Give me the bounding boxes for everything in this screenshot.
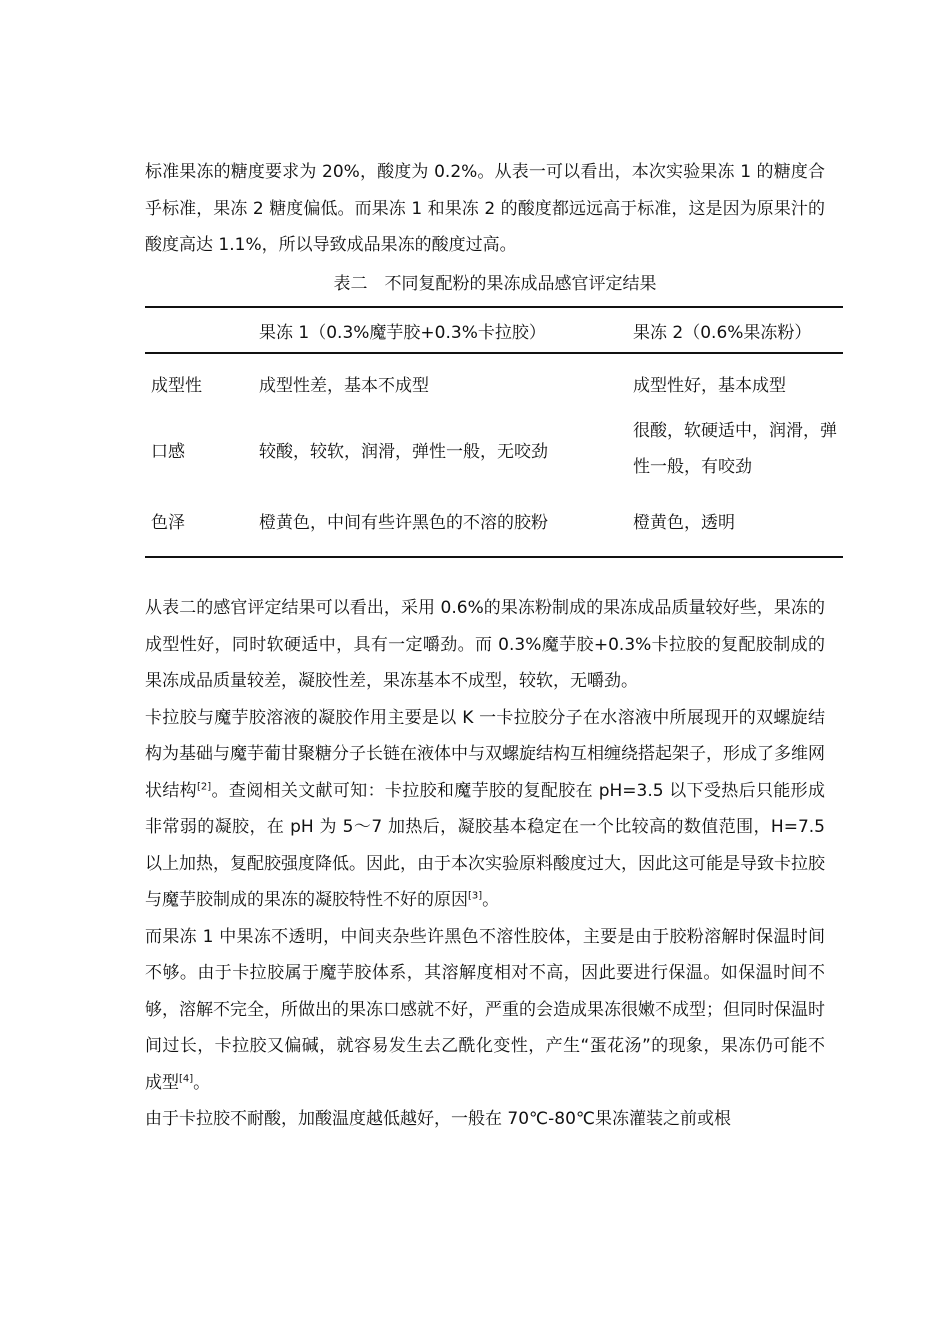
- table-row: [145, 413, 843, 485]
- opacity-text-2: 。: [193, 1072, 211, 1093]
- table-caption: 表二 不同复配粉的果冻成品感官评定结果: [333, 274, 657, 294]
- table-row: [145, 353, 843, 413]
- opacity-text-1: 而果冻 1 中果冻不透明，中间夹杂些许黑色不溶性胶体，主要是由于胶粉溶解时保温时间不够。由于卡拉胶属于魔芋胶体系，其溶解度相对不高，因此要进行保温。如保温时间不够，溶解不完全，所做出的果冻口感就不好，严重的会造成果冻很嫩不成型；但同时保温时间过长，卡拉胶又偏碱，就容易发生去乙酰化变性，产生“蛋花汤”的现象，果冻仍可能不成型: [145, 926, 825, 1093]
- table-header-row: [145, 307, 843, 353]
- row-label-forming: 成型性: [151, 376, 202, 396]
- row-label-taste: 口感: [151, 441, 185, 462]
- header-cell-jelly-2: 果冻 2（0.6%果冻粉）: [633, 322, 812, 343]
- cell-jelly-1-color: 橙黄色，中间有些许黑色的不溶的胶粉: [259, 513, 548, 533]
- gel-mechanism-text-2: 。查阅相关文献可知：卡拉胶和魔芋胶的复配胶在 pH=3.5 以下受热后只能形成非常弱的凝胶，在 pH 为 5～7 加热后，凝胶基本稳定在一个比较高的数值范围，H=7.5 以上加热，复配胶强度降低。因此，由于本次实验原料酸度过大，因此这可能是导致卡拉胶与魔芋胶制成的果冻的凝胶特性不好的原因: [145, 780, 825, 910]
- cell-jelly-2-taste: 很酸，软硬适中，润滑，弹性一般，有咬劲: [633, 421, 837, 477]
- header-cell-blank: [145, 307, 253, 353]
- citation-4: [4]: [179, 1072, 194, 1084]
- sensory-evaluation-table: [145, 306, 843, 558]
- citation-2: [2]: [197, 780, 212, 792]
- cell-jelly-2-forming: 成型性好，基本成型: [633, 376, 786, 396]
- gel-mechanism-text-3: 。: [482, 890, 500, 910]
- paragraph-sugar-acidity: 标准果冻的糖度要求为 20%，酸度为 0.2%。从表一可以看出，本次实验果冻 1 的糖度合乎标准，果冻 2 糖度偏低。而果冻 1 和果冻 2 的酸度都远远高于标准，这是因为原果汁的酸度高达 1.1%，所以导致成品果冻的酸度过高。: [145, 162, 825, 255]
- paragraph-acid-addition: 由于卡拉胶不耐酸，加酸温度越低越好，一般在 70℃-80℃果冻灌装之前或根: [145, 1109, 731, 1129]
- body-text-block: [145, 590, 825, 1138]
- cell-jelly-2-color: 橙黄色，透明: [633, 513, 735, 533]
- row-label-color: 色泽: [151, 513, 185, 533]
- table-row: [145, 485, 843, 557]
- citation-3: [3]: [468, 890, 483, 902]
- cell-jelly-1-forming: 成型性差，基本不成型: [259, 376, 429, 396]
- paragraph-table-analysis: 从表二的感官评定结果可以看出，采用 0.6%的果冻粉制成的果冻成品质量较好些，果冻的成型性好，同时软硬适中，具有一定嚼劲。而 0.3%魔芋胶+0.3%卡拉胶的复配胶制成的果冻成品质量较差，凝胶性差，果冻基本不成型，较软，无嚼劲。: [145, 598, 825, 691]
- cell-jelly-1-taste: 较酸，较软，润滑，弹性一般，无咬劲: [259, 441, 548, 462]
- gel-mechanism-text-1: 卡拉胶与魔芋胶溶液的凝胶作用主要是以 K 一卡拉胶分子在水溶液中所展现开的双螺旋结构为基础与魔芋葡甘聚糖分子长链在液体中与双螺旋结构互相缠绕搭起架子，形成了多维网状结构: [145, 707, 825, 801]
- header-cell-jelly-1: 果冻 1（0.3%魔芋胶+0.3%卡拉胶）: [259, 322, 546, 343]
- paragraph-gel-mechanism: [145, 700, 825, 919]
- paragraph-opacity-reason: [145, 919, 825, 1102]
